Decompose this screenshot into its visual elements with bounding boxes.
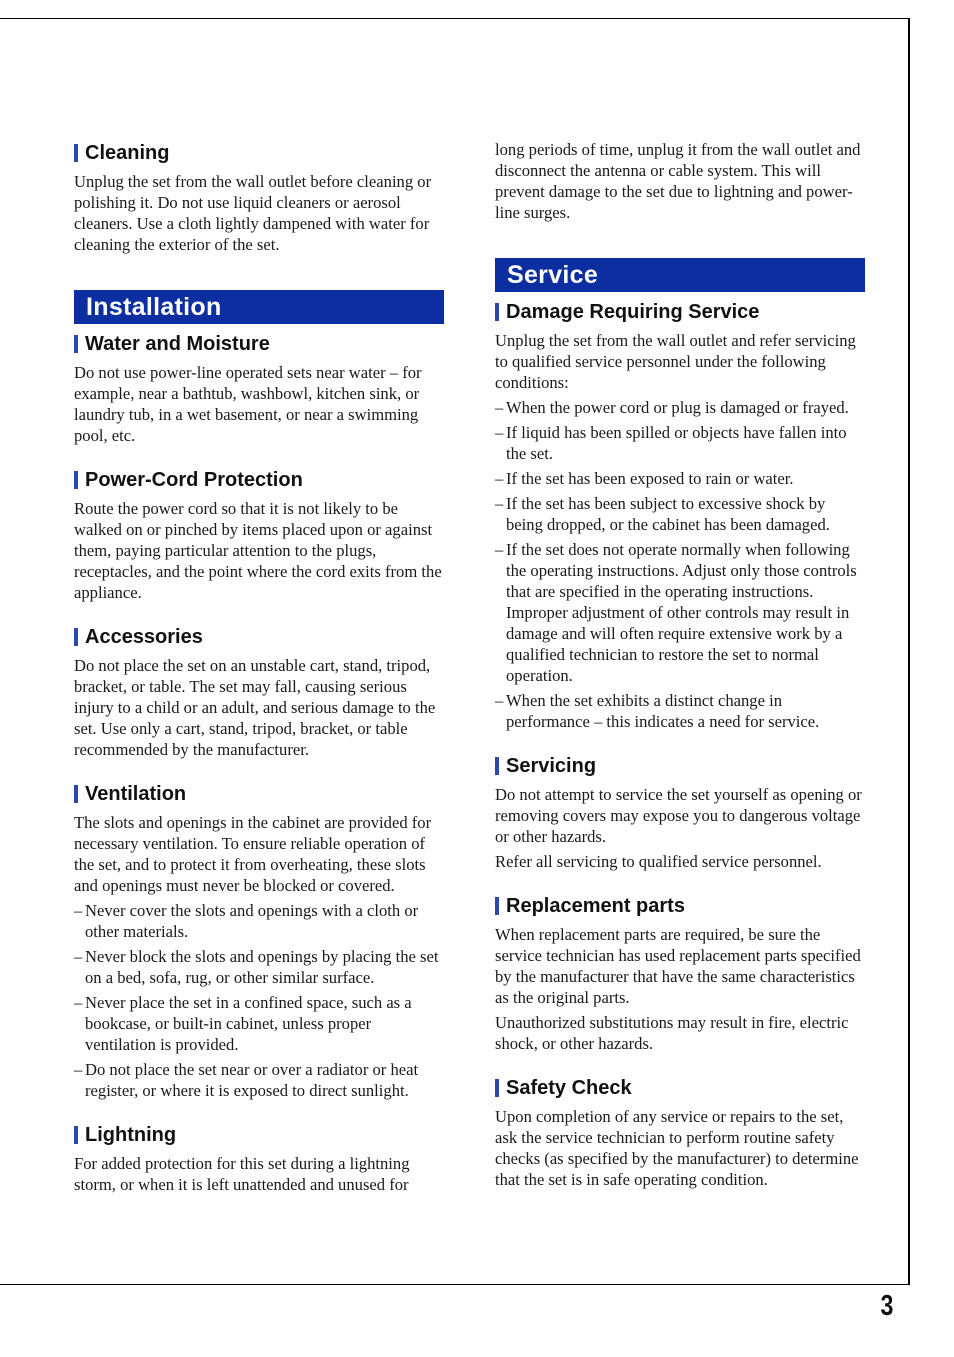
ventilation-list (74, 900, 444, 1101)
list-item: – Never cover the slots and openings with a cloth or other materials. (74, 900, 444, 942)
safety-text: Upon completion of any service or repairs to the set, ask the service technician to perform routine safety checks (as specified by the manufacturer) to determine that the set is in safe operating condition. (495, 1107, 859, 1189)
servicing-text: Do not attempt to service the set yourself as opening or removing covers may expose you to dangerous voltage or other hazards. (495, 785, 862, 846)
list-item: – If the set does not operate normally when following the operating instructions. Adjust only those controls that are specified in the operating instructions. Improper adjustment of other controls may result in damage and will often require extensive work by a qualified technician to restore the set to normal operation. (495, 539, 865, 686)
heading-bar-icon (495, 303, 499, 321)
replacement-heading: Replacement parts (495, 892, 865, 920)
page-number: 3 (880, 1290, 894, 1322)
replacement-text: When replacement parts are required, be sure the service technician has used replacement parts specified by the manufacturer that have the same characteristics as the original parts. (495, 925, 861, 1007)
heading-bar-icon (495, 897, 499, 915)
damage-text: Unplug the set from the wall outlet and refer servicing to qualified service personnel under the following conditions: (495, 331, 856, 392)
ventilation-heading: Ventilation (74, 780, 444, 808)
service-band: Service (495, 258, 865, 292)
heading-bar-icon (74, 1126, 78, 1144)
list-item: – When the set exhibits a distinct change in performance – this indicates a need for service. (495, 690, 865, 732)
cleaning-text: Unplug the set from the wall outlet before cleaning or polishing it. Do not use liquid cleaners or aerosol cleaners. Use a cloth lightly dampened with water for cleaning the exterior of the set. (74, 172, 432, 254)
list-item: – If the set has been subject to excessive shock by being dropped, or the cabinet has been damaged. (495, 493, 865, 535)
page-border-bottom (0, 1284, 910, 1285)
replacement-text-2: Unauthorized substitutions may result in fire, electric shock, or other hazards. (495, 1013, 849, 1053)
water-heading: Water and Moisture (74, 330, 444, 358)
water-text: Do not use power-line operated sets near water – for example, near a bathtub, washbowl, kitchen sink, or laundry tub, in a wet basement, or near a swimming pool, etc. (74, 363, 422, 445)
ventilation-text: The slots and openings in the cabinet are provided for necessary ventilation. To ensure reliable operation of the set, and to protect it from overheating, these slots and openings must never be blocked or covered. (74, 813, 432, 895)
right-column (495, 139, 865, 1194)
list-item: – Do not place the set near or over a radiator or heat register, or where it is exposed to direct sunlight. (74, 1059, 444, 1101)
lightning-heading: Lightning (74, 1121, 444, 1149)
accessories-text: Do not place the set on an unstable cart, stand, tripod, bracket, or table. The set may fall, causing serious injury to a child or an adult, and serious damage to the set. Use only a cart, stand, tripod, bracket, or table recommended by the manufacturer. (74, 656, 436, 759)
power-cord-text: Route the power cord so that it is not likely to be walked on or pinched by items placed upon or against them, paying particular attention to the plugs, receptacles, and the point where the cord exits from the appliance. (74, 499, 442, 602)
heading-bar-icon (74, 628, 78, 646)
left-column (74, 139, 444, 1199)
list-item: – If liquid has been spilled or objects have fallen into the set. (495, 422, 865, 464)
list-item: – Never block the slots and openings by placing the set on a bed, sofa, rug, or other similar surface. (74, 946, 444, 988)
heading-bar-icon (495, 757, 499, 775)
page-border-top (0, 18, 910, 19)
lightning-text-continued: long periods of time, unplug it from the wall outlet and disconnect the antenna or cable system. This will prevent damage to the set due to lightning and power-line surges. (495, 140, 861, 222)
installation-band: Installation (74, 290, 444, 324)
list-item: – Never place the set in a confined space, such as a bookcase, or built-in cabinet, unless proper ventilation is provided. (74, 992, 444, 1055)
heading-bar-icon (74, 335, 78, 353)
list-item: – When the power cord or plug is damaged or frayed. (495, 397, 865, 418)
heading-bar-icon (74, 471, 78, 489)
servicing-heading: Servicing (495, 752, 865, 780)
safety-heading: Safety Check (495, 1074, 865, 1102)
page-border-right (908, 18, 910, 1285)
damage-list (495, 397, 865, 732)
damage-heading: Damage Requiring Service (495, 298, 865, 326)
accessories-heading: Accessories (74, 623, 444, 651)
cleaning-heading: Cleaning (74, 139, 444, 167)
servicing-text-2: Refer all servicing to qualified service personnel. (495, 852, 822, 871)
heading-bar-icon (495, 1079, 499, 1097)
heading-bar-icon (74, 144, 78, 162)
power-cord-heading: Power-Cord Protection (74, 466, 444, 494)
heading-bar-icon (74, 785, 78, 803)
list-item: – If the set has been exposed to rain or water. (495, 468, 865, 489)
lightning-text: For added protection for this set during a lightning storm, or when it is left unattended and unused for (74, 1154, 410, 1194)
